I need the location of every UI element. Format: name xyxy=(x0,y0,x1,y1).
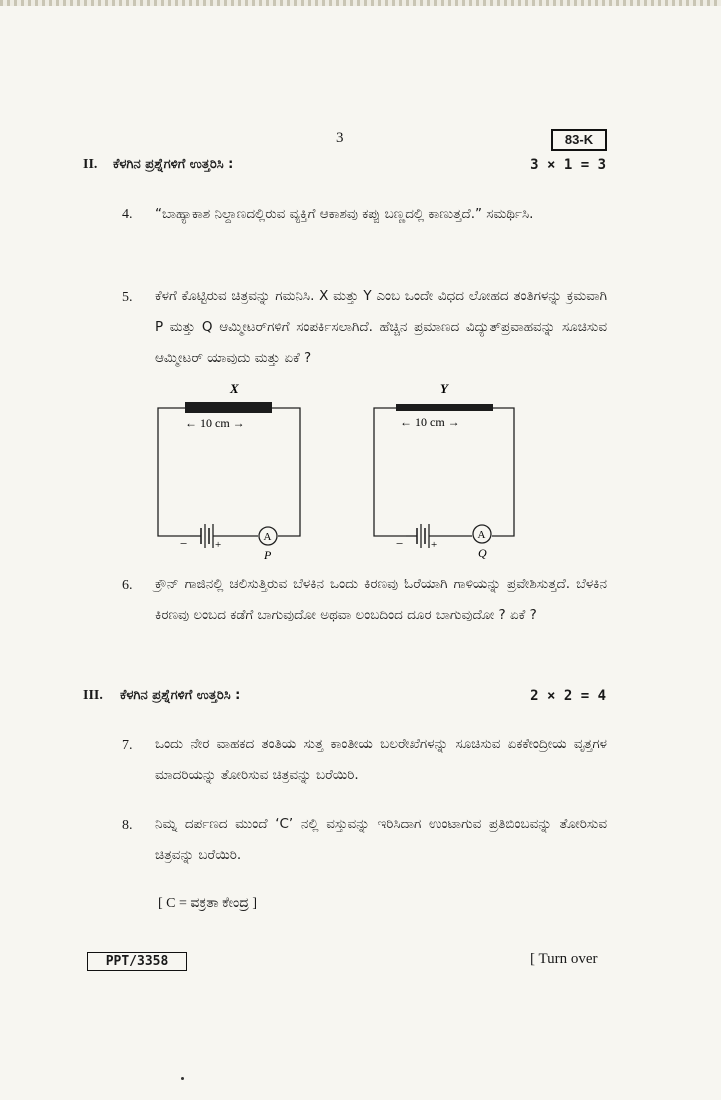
question-4-number: 4. xyxy=(122,207,133,222)
question-6-text: ಕ್ರೌನ್ ಗಾಜಿನಲ್ಲಿ ಚಲಿಸುತ್ತಿರುವ ಬೆಳಕಿನ ಒಂದು ಕಿರಣವು ಓರೆಯಾಗಿ ಗಾಳಿಯನ್ನು ಪ್ರವೇಶಿಸುತ್ತದೆ. ಬೆಳಕಿನ ಕಿರಣವು ಲಂಬದ ಕಡೆಗೆ ಬಾಗುವುದೋ ಅಥವಾ ಲಂಬದಿಂದ ದೂರ ಬಾಗುವುದೋ ? ಏಕೆ ? xyxy=(155,576,607,623)
page-top-edge xyxy=(0,0,721,6)
length-label-x: ← 10 cm → xyxy=(185,416,245,430)
page-speck xyxy=(181,1077,184,1080)
wire-x-label: X xyxy=(230,381,239,396)
question-8-number: 8. xyxy=(122,818,133,833)
battery-plus-left: + xyxy=(215,539,222,551)
section-ii-title: ಕೆಳಗಿನ ಪ್ರಶ್ನೆಗಳಿಗೆ ಉತ್ತರಿಸಿ : xyxy=(113,157,234,172)
turn-over-label: [ Turn over xyxy=(530,951,598,967)
ammeter-q-label: Q xyxy=(478,546,487,560)
question-6-number: 6. xyxy=(122,578,133,593)
circuit-right xyxy=(374,381,514,560)
section-iii-marks: 2 × 2 = 4 xyxy=(530,688,606,704)
paper-code-badge: 83-K xyxy=(551,129,607,151)
question-7-text: ಒಂದು ನೇರ ವಾಹಕದ ತಂತಿಯ ಸುತ್ತ ಕಾಂತೀಯ ಬಲರೇಖೆಗಳನ್ನು ಸೂಚಿಸುವ ಏಕಕೇಂದ್ರೀಯ ವೃತ್ತಗಳ ಮಾದರಿಯನ್ನು ತೋರಿಸುವ ಚಿತ್ರವನ್ನು ಬರೆಯಿರಿ. xyxy=(155,736,607,783)
wire-y xyxy=(396,404,493,411)
ammeter-p-symbol: A xyxy=(263,531,272,543)
question-8-text: ನಿಮ್ನ ದರ್ಪಣದ ಮುಂದೆ ‘C’ ನಲ್ಲಿ ವಸ್ತುವನ್ನು ಇರಿಸಿದಾಗ ಉಂಟಾಗುವ ಪ್ರತಿಬಿಂಬವನ್ನು ತೋರಿಸುವ ಚಿತ್ರವನ್ನು ಬರೆಯಿರಿ. xyxy=(155,816,607,863)
length-label-y: ← 10 cm → xyxy=(400,415,460,429)
section-iii-number: III. xyxy=(83,688,103,703)
question-5-number: 5. xyxy=(122,290,133,305)
ammeter-p-label: P xyxy=(264,548,272,562)
wire-x xyxy=(185,402,272,413)
wire-y-label: Y xyxy=(440,381,448,396)
page-number: 3 xyxy=(336,130,344,146)
battery-minus-right: − xyxy=(396,536,404,551)
circuit-diagram xyxy=(140,378,540,563)
footer-paper-code: PPT/3358 xyxy=(87,952,187,971)
battery-plus-right: + xyxy=(431,539,438,551)
question-5-text: ಕೆಳಗೆ ಕೊಟ್ಟಿರುವ ಚಿತ್ರವನ್ನು ಗಮನಿಸಿ. X ಮತ್ತು Y ಎಂಬ ಒಂದೇ ವಿಧದ ಲೋಹದ ತಂತಿಗಳನ್ನು ಕ್ರಮವಾಗಿ P ಮತ್ತು Q ಆಮ್ಮೀಟರ್‌ಗಳಿಗೆ ಸಂಪರ್ಕಿಸಲಾಗಿದೆ. ಹೆಚ್ಚಿನ ಪ್ರಮಾಣದ ವಿದ್ಯುತ್‌ಪ್ರವಾಹವನ್ನು ಸೂಚಿಸುವ ಆಮ್ಮೀಟರ್ ಯಾವುದು ಮತ್ತು ಏಕೆ ? xyxy=(155,288,607,366)
section-ii-marks: 3 × 1 = 3 xyxy=(530,157,606,173)
question-8-note: [ C = ವಕ್ರತಾ ಕೇಂದ್ರ ] xyxy=(158,896,258,911)
ammeter-q-symbol: A xyxy=(477,529,486,541)
section-ii-number: II. xyxy=(83,157,98,172)
section-iii-title: ಕೆಳಗಿನ ಪ್ರಶ್ನೆಗಳಿಗೆ ಉತ್ತರಿಸಿ : xyxy=(120,688,241,703)
question-4-text: “ಬಾಹ್ಯಾಕಾಶ ನಿಲ್ದಾಣದಲ್ಲಿರುವ ವ್ಯಕ್ತಿಗೆ ಆಕಾಶವು ಕಪ್ಪು ಬಣ್ಣದಲ್ಲಿ ಕಾಣುತ್ತದೆ.” ಸಮರ್ಥಿಸಿ. xyxy=(155,206,534,222)
battery-minus-left: − xyxy=(180,536,188,551)
circuit-left xyxy=(158,381,300,562)
question-7-number: 7. xyxy=(122,738,133,753)
